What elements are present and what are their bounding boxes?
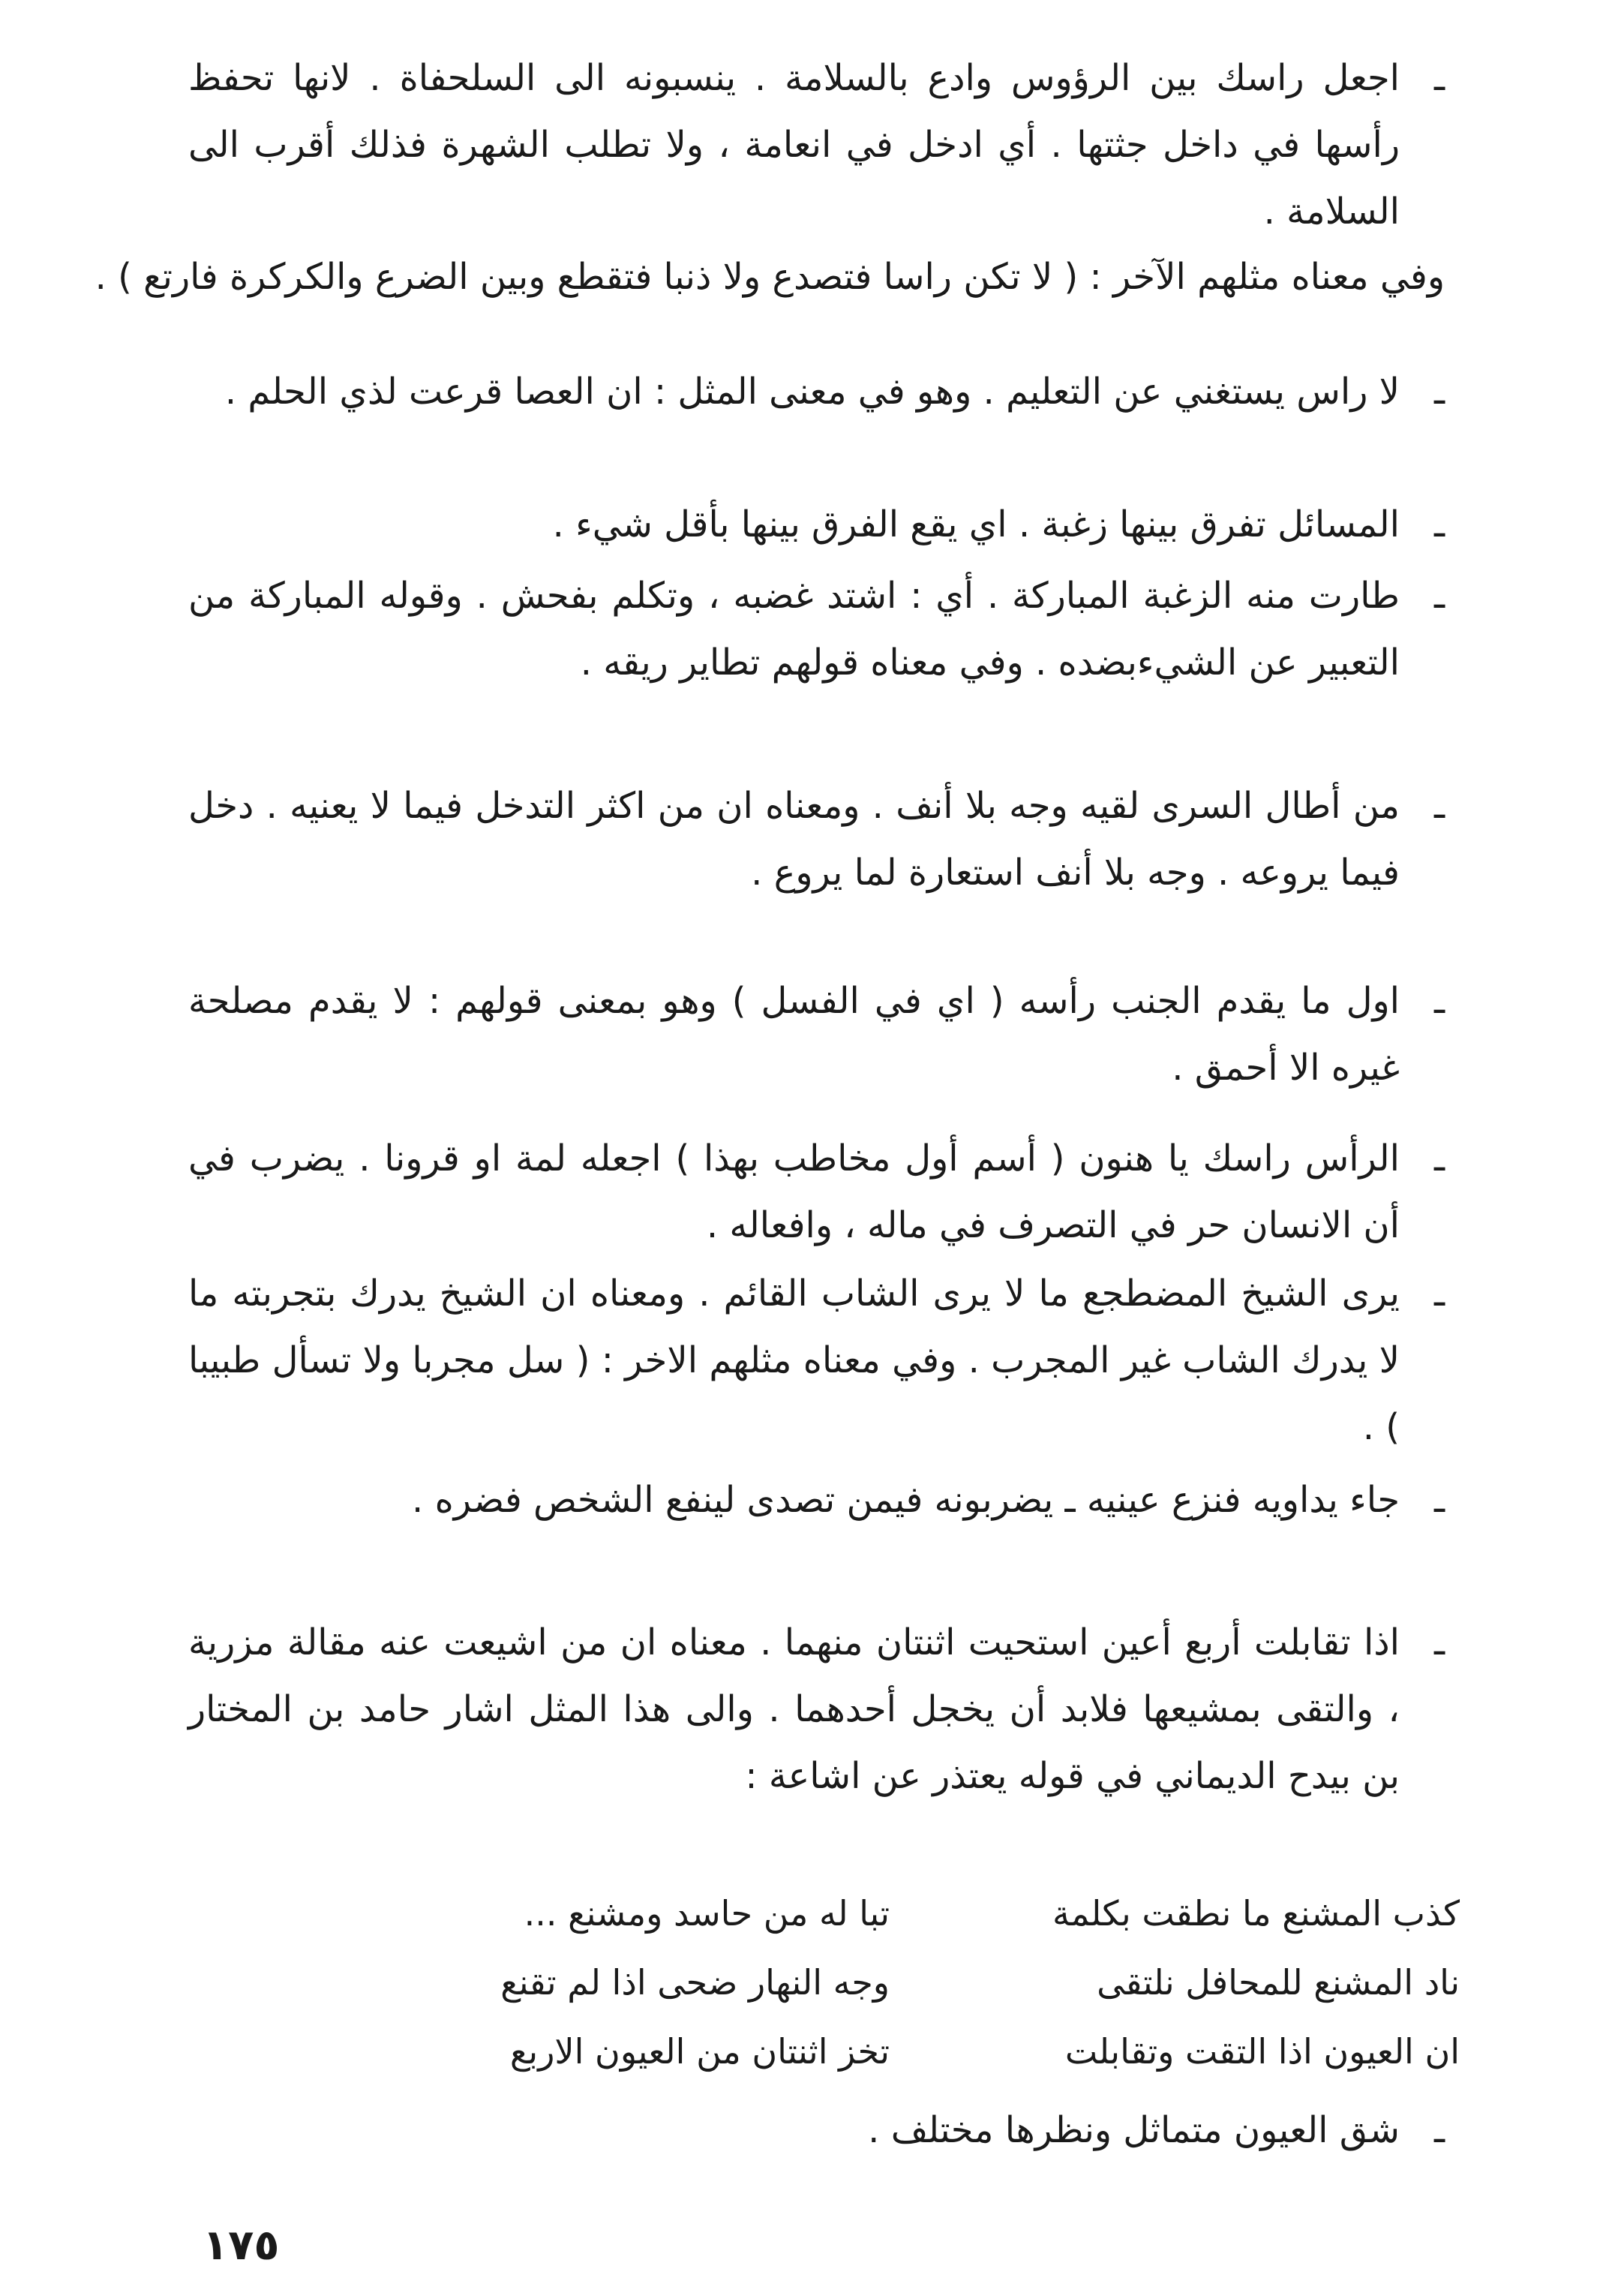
verse-first-hemistich: ناد المشنع للمحافل نلتقى [1097,1962,1460,2003]
verse-first-hemistich: ان العيون اذا التقت وتقابلت [1064,2031,1460,2072]
proverb-text: اجعل راسك بين الرؤوس وادع بالسلامة . ينسبونه الى السلحفاة . لانها تحفظ رأسها في داخل جثتها . أي ادخل في انعامة ، ولا تطلب الشهرة فذلك أقرب الى السلامة . [188,57,1400,233]
verse-first-hemistich: كذب المشنع ما نطقت بكلمة [1052,1893,1460,1934]
entry-dash: ـ [1433,785,1445,827]
proverb-text: جاء يداويه فنزع عينيه ـ يضربونه فيمن تصدى لينفع الشخص فضره . [412,1479,1400,1521]
verse-second-hemistich: وجه النهار ضحى اذا لم تقنع [500,1962,890,2003]
page-number: ١٧٥ [203,2221,280,2270]
proverb-entry [188,773,1445,906]
proverb-entry [188,2097,1445,2164]
proverb-text: الرأس راسك يا هنون ( أسم أول مخاطب بهذا ) اجعله لمة او قرونا . يضرب في أن الانسان حر في التصرف في ماله ، وافعاله . [188,1137,1400,1246]
entry-dash: ـ [1433,2109,1445,2151]
proverb-entry [188,1125,1445,1259]
proverb-continuation [95,244,1445,311]
entry-dash: ـ [1433,1479,1445,1521]
verse-second-hemistich: تخز اثنتان من العيون الاربع [509,2031,890,2072]
proverb-entry [188,45,1445,245]
poem-verse [185,1880,1460,1947]
proverb-entry [188,1467,1445,1534]
verse-second-hemistich: تبا له من حاسد ومشنع ... [524,1893,890,1934]
proverb-text: اول ما يقدم الجنب رأسه ( اي في الفسل ) وهو بمعنى قولهم : لا يقدم مصلحة غيره الا أحمق . [188,980,1400,1089]
proverb-text: شق العيون متماثل ونظرها مختلف . [868,2109,1400,2151]
proverb-text: لا راس يستغني عن التعليم . وهو في معنى المثل : ان العصا قرعت لذي الحلم . [224,371,1400,413]
proverb-text: من أطال السرى لقيه وجه بلا أنف . ومعناه ان من اكثر التدخل فيما لا يعنيه . دخل فيما يروعه . وجه بلا أنف استعارة لما يروع . [188,785,1400,894]
proverb-text: المسائل تفرق بينها زغبة . اي يقع الفرق بينها بأقل شيء . [552,503,1400,545]
entry-dash: ـ [1433,503,1445,545]
proverb-entry [188,968,1445,1101]
proverb-entry [188,359,1445,425]
entry-dash: ـ [1433,980,1445,1022]
proverb-text: يرى الشيخ المضطجع ما لا يرى الشاب القائم . ومعناه ان الشيخ يدرك بتجربته ما لا يدرك الشاب غير المجرب . وفي معناه مثلهم الاخر : ( سل مجربا ولا تسأل طبيبا ) . [188,1273,1400,1448]
entry-dash: ـ [1433,57,1445,99]
entry-dash: ـ [1433,1273,1445,1315]
entry-dash: ـ [1433,1137,1445,1180]
entry-dash: ـ [1433,371,1445,413]
proverb-text: وفي معناه مثلهم الآخر : ( لا تكن راسا فتصدع ولا ذنبا فتقطع وبين الضرع والكركرة فارتع ) . [95,256,1445,298]
proverb-entry [188,491,1445,558]
proverb-text: اذا تقابلت أربع أعين استحيت اثنتان منهما . معناه ان من اشيعت عنه مقالة مزرية ، والتقى بمشيعها فلابد أن يخجل أحدهما . والى هذا المثل اشار حامد بن المختار بن بيدح الديماني في قوله يعتذر عن اشاعة : [188,1621,1400,1797]
poem-verse [185,1949,1460,2016]
entry-dash: ـ [1433,575,1445,617]
poem-verse [185,2018,1460,2085]
proverb-text: طارت منه الزغبة المباركة . أي : اشتد غضبه ، وتكلم بفحش . وقوله المباركة من التعبير عن الشيءبضده . وفي معناه قولهم تطاير ريقه . [188,575,1400,684]
proverb-entry [188,1609,1445,1810]
entry-dash: ـ [1433,1621,1445,1663]
proverb-entry [188,563,1445,696]
proverb-entry [188,1261,1445,1461]
